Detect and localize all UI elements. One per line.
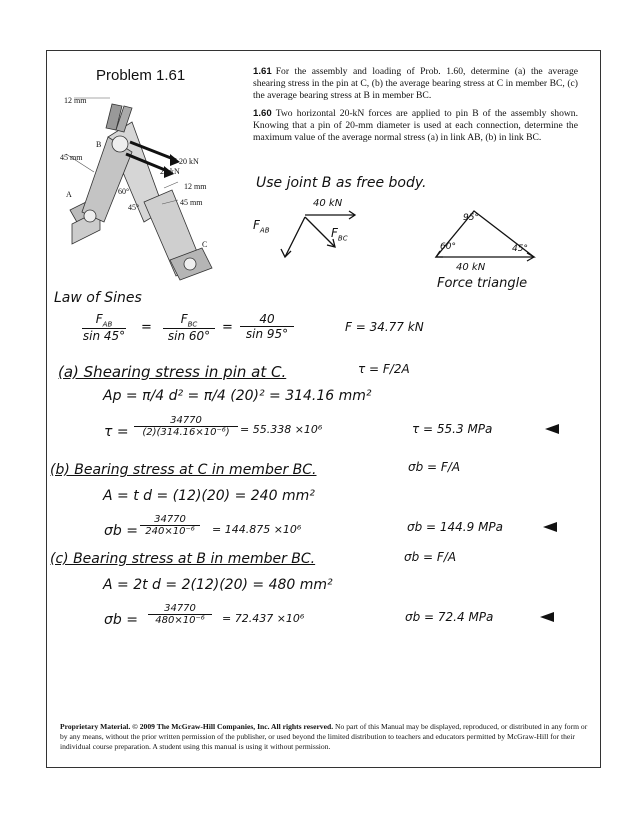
pin-area: Ap = π/4 d² = π/4 (20)² = 314.16 mm² (103, 388, 372, 404)
angle-95: 95° (463, 213, 479, 223)
sigma-def-b: σb = F/A (408, 460, 461, 474)
answer-arrow-icon (543, 522, 557, 532)
answer-arrow-icon (540, 612, 554, 622)
problem-statement: For the assembly and loading of Prob. 1.60, determine (a) the average shearing stress in the pin at C, (b) the average bearing stress at C in member BC, (c) the average bearing stress at B in member BC. (253, 66, 578, 101)
dim-45mm-left: 45 mm (60, 153, 83, 162)
force-triangle-label: Force triangle (437, 276, 528, 291)
point-a: A (66, 190, 72, 199)
law-of-sines-heading: Law of Sines (54, 290, 142, 306)
tau-definition: τ = F/2A (358, 362, 410, 376)
problem-number: 1.61 (253, 66, 272, 77)
assembly-figure (52, 92, 252, 282)
footer-bold: Proprietary Material. © 2009 The McGraw-Hill Companies, Inc. All rights reserved. (60, 722, 334, 731)
fbc-label: $F_{BC}$ (331, 226, 348, 243)
fb-force-label: 40 kN (313, 198, 343, 209)
problem-1-60-text (253, 108, 578, 144)
sigma-value-c: = 72.437 ×10⁶ (222, 612, 305, 625)
answer-c: σb = 72.4 MPa (405, 610, 494, 624)
triangle-base: 40 kN (456, 262, 486, 273)
sigma-symbol: σb = (104, 612, 138, 628)
tau-symbol: τ = (104, 424, 129, 440)
free-body-note: Use joint B as free body. (256, 175, 427, 191)
sigma-frac-b: $\frac{34770}{\text{240×10⁻⁶}}$ (140, 514, 200, 537)
los-frac-2: $F_{BC}$ sin 60° (163, 312, 215, 343)
tau-value: = 55.338 ×10⁶ (240, 423, 323, 436)
part-c-heading: (c) Bearing stress at B in member BC. (50, 551, 316, 567)
free-body-sketch (255, 205, 365, 270)
angle-60-tri: 60° (440, 242, 456, 252)
problem-1-61-text (253, 66, 578, 102)
problem-number: 1.60 (253, 108, 272, 119)
problem-title: Problem 1.61 (96, 67, 186, 84)
equals: = (141, 320, 152, 335)
sigma-def-c: σb = F/A (404, 550, 457, 564)
los-frac-3: $\frac{40}{\sin 95^\circ}$ (240, 312, 294, 341)
tau-frac: $\frac{34770}{\text{(2)(314.16×10⁻⁶)}}$ (134, 415, 238, 438)
dim-45mm: 45 mm (180, 198, 203, 207)
part-a-heading: (a) Shearing stress in pin at C. (58, 363, 287, 381)
equals: = (222, 320, 233, 335)
angle-45: 45° (128, 203, 140, 212)
answer-a: τ = 55.3 MPa (412, 422, 493, 436)
los-frac-1: $F_{AB}$ sin 45° (82, 312, 126, 344)
point-b: B (96, 140, 102, 149)
sigma-symbol: σb = (104, 523, 138, 539)
problem-statement: Two horizontal 20-kN forces are applied to pin B of the assembly shown. Knowing that a pin of 20-mm diameter is used at each connection, determine the maximum value of the average normal stress (a) in link AB, (b) in link BC. (253, 108, 578, 143)
force-triangle-sketch (428, 205, 540, 265)
footer-text: No part of this Manual may be displayed, reproduced, or distributed in any form or by any means, without the prior written permission of the publisher, or used beyond the limited distribution to teachers and educators permitted by McGraw-Hill for their individual course preparation. A student using this manual is using it without permission. (60, 722, 588, 751)
force-label-1: 20 kN (179, 157, 199, 166)
angle-45-tri: 45° (512, 244, 528, 254)
bearing-area-b: A = t d = (12)(20) = 240 mm² (103, 488, 315, 504)
sigma-value-b: = 144.875 ×10⁶ (212, 523, 302, 536)
angle-60: 60° (118, 187, 130, 196)
dim-12mm: 12 mm (184, 182, 207, 191)
answer-arrow-icon (545, 424, 559, 434)
fbc-result: F = 34.77 kN (345, 320, 424, 334)
bearing-area-c: A = 2t d = 2(12)(20) = 480 mm² (103, 577, 333, 593)
dim-12mm-top: 12 mm (64, 96, 87, 105)
copyright-footer (60, 722, 590, 752)
force-label-2: 20 kN (160, 167, 180, 176)
part-b-heading: (b) Bearing stress at C in member BC. (50, 462, 317, 478)
fab-label: $F_{AB}$ (253, 218, 270, 235)
sigma-frac-c: $\frac{34770}{\text{480×10⁻⁶}}$ (148, 603, 212, 626)
answer-b: σb = 144.9 MPa (407, 520, 504, 534)
point-c: C (202, 240, 208, 249)
